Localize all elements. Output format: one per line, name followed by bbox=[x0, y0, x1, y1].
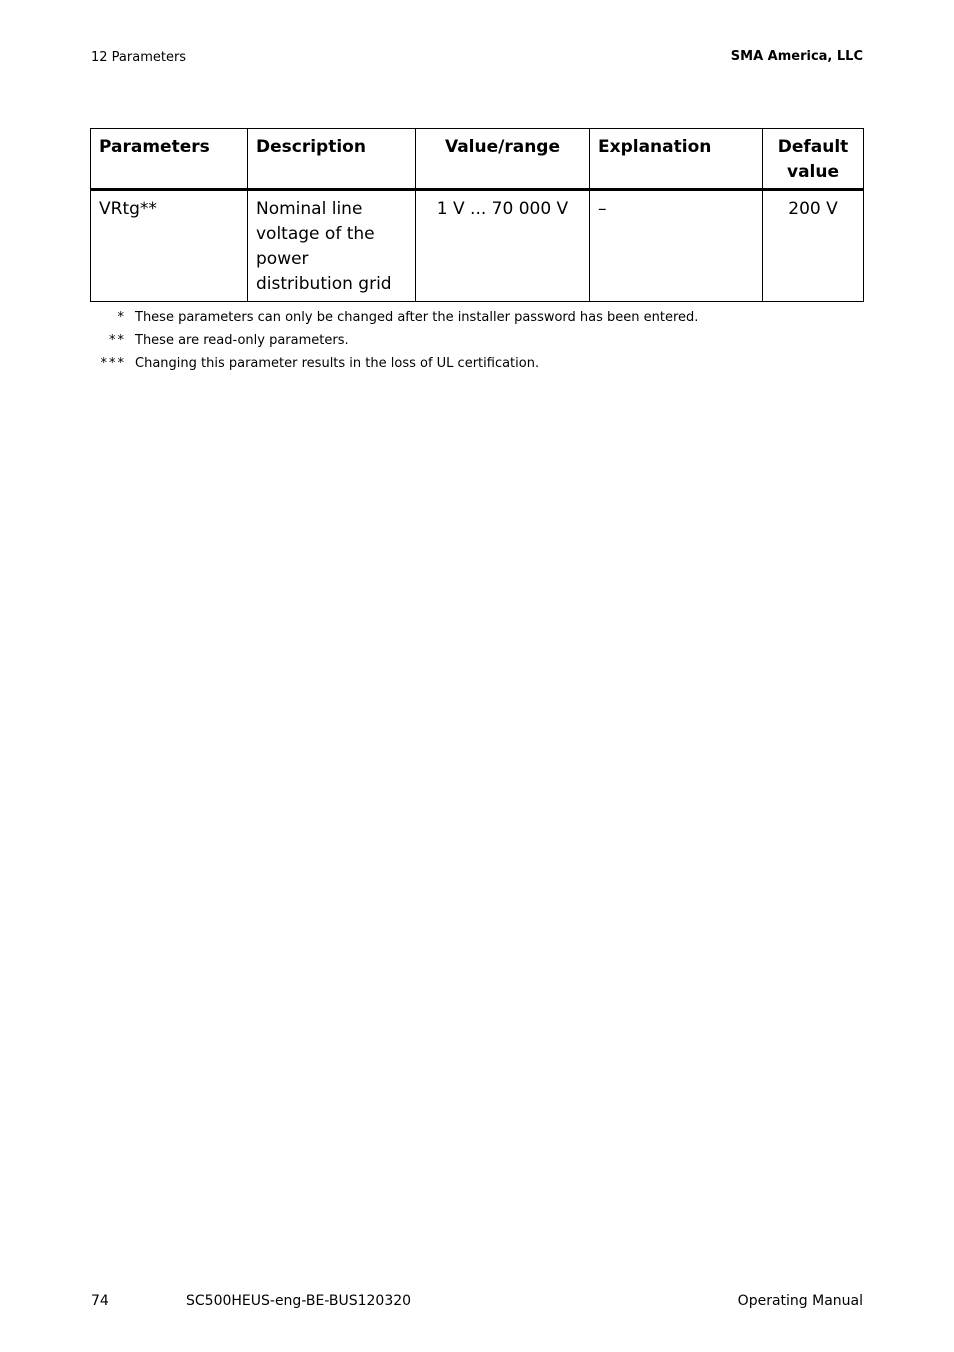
footnote-text: Changing this parameter results in the loss of UL certification. bbox=[135, 356, 540, 371]
company-name: SMA America, LLC bbox=[730, 49, 863, 64]
footnote bbox=[90, 329, 698, 352]
parameters-table bbox=[90, 128, 864, 302]
column-header-value-range: Value/range bbox=[416, 129, 590, 190]
cell-explanation: – bbox=[590, 190, 763, 302]
page-number: 74 bbox=[91, 1293, 109, 1309]
section-title: 12 Parameters bbox=[91, 50, 187, 65]
footnote-mark: ** bbox=[109, 333, 126, 348]
footnote-mark: *** bbox=[100, 356, 126, 371]
footnote-text: These are read-only parameters. bbox=[135, 333, 349, 348]
table-row bbox=[91, 190, 864, 302]
cell-value-range: 1 V ... 70 000 V bbox=[416, 190, 590, 302]
document-id: SC500HEUS-eng-BE-BUS120320 bbox=[186, 1293, 412, 1309]
cell-parameter: VRtg** bbox=[91, 190, 248, 302]
column-header-parameters: Parameters bbox=[91, 129, 248, 190]
table-header-row bbox=[91, 129, 864, 190]
footnote bbox=[90, 306, 698, 329]
cell-default: 200 V bbox=[763, 190, 864, 302]
column-header-default-value: Default value bbox=[763, 129, 864, 190]
cell-description: Nominal line voltage of the power distribution grid bbox=[248, 190, 416, 302]
footnote-text: These parameters can only be changed after the installer password has been entered. bbox=[135, 310, 699, 325]
footnote bbox=[90, 352, 698, 375]
footnote-mark: * bbox=[117, 310, 126, 325]
column-header-explanation: Explanation bbox=[590, 129, 763, 190]
column-header-description: Description bbox=[248, 129, 416, 190]
footnotes bbox=[90, 306, 698, 375]
document-type: Operating Manual bbox=[737, 1293, 863, 1309]
